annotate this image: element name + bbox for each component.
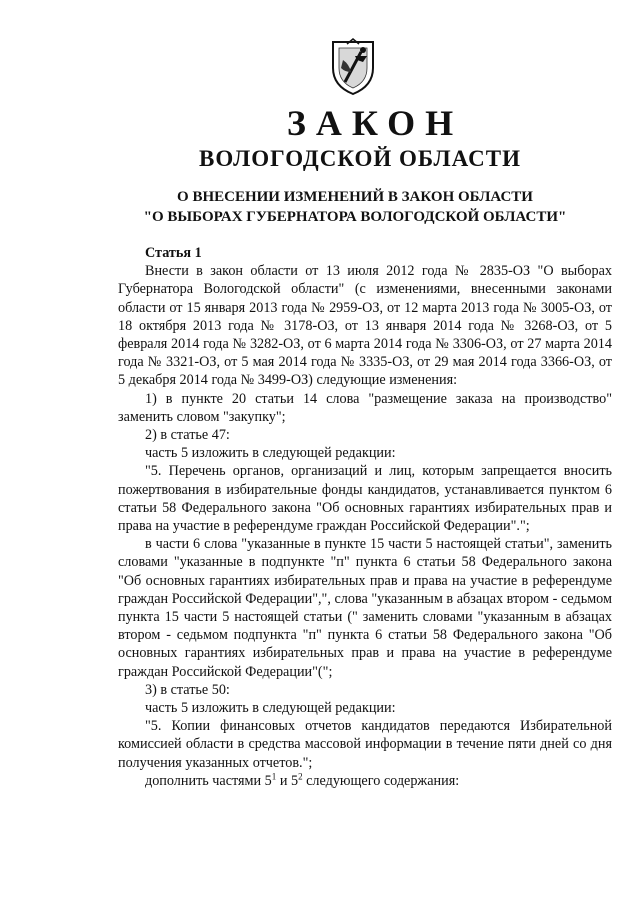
paragraph: Внести в закон области от 13 июля 2012 года № 2835-ОЗ "О выборах Губернатора Вологодской области" (с изменениями, внесенными законами области от 15 января 2013 года № 2959-ОЗ, от 12 марта 2013 года № 3005-ОЗ, от 18 октября 2013 года № 3178-ОЗ, от 13 января 2014 года № 3268-ОЗ, от 5 февраля 2014 года № 3282-ОЗ, от 6 марта 2014 года № 3306-ОЗ, от 27 марта 2014 года № 3321-ОЗ, от 5 мая 2014 года № 3335-ОЗ, от 29 мая 2014 года 3366-ОЗ, от 5 декабря 2014 года № 3499-ОЗ) следующие изменения: bbox=[118, 263, 612, 389]
paragraph: 3) в статье 50: bbox=[145, 681, 230, 698]
paragraph: "5. Копии финансовых отчетов кандидатов передаются Избирательной комиссией области в средства массовой информации в течение пяти дней со дня получения указанных отчетов."; bbox=[118, 718, 612, 771]
paragraph: в части 6 слова "указанные в пункте 15 части 5 настоящей статьи", заменить словами "указанные в подпункте "п" пункта 6 статьи 58 Федерального закона "Об основных гарантиях избирательных прав и права на участие в референдуме граждан Российской Федерации",", слова "указанным в абзацах втором - седьмом пункта 15 части 5 настоящей статьи (" заменить словами "указанным в абзацах втором - седьмом подпункта "п" пункта 6 статьи 58 Федерального закона "Об основных гарантиях избирательных прав и права на участие в референдуме граждан Российской Федерации"("; bbox=[118, 536, 612, 680]
document-heading-line1: О ВНЕСЕНИИ ИЗМЕНЕНИЙ В ЗАКОН ОБЛАСТИ bbox=[177, 189, 533, 205]
text-span: дополнить частями 5 bbox=[145, 772, 272, 789]
paragraph bbox=[118, 772, 612, 790]
superscript: 2 bbox=[298, 771, 303, 782]
superscript: 1 bbox=[271, 771, 277, 782]
document-body bbox=[118, 244, 612, 790]
paragraph: часть 5 изложить в следующей редакции: bbox=[145, 445, 396, 462]
text-span: следующего содержания: bbox=[302, 772, 460, 789]
article-title: Статья 1 bbox=[145, 245, 202, 261]
document-title: ЗАКОН bbox=[286, 103, 464, 143]
paragraph: часть 5 изложить в следующей редакции: bbox=[145, 700, 396, 717]
paragraph: 2) в статье 47: bbox=[145, 427, 230, 444]
paragraph: "5. Перечень органов, организаций и лиц, которым запрещается вносить пожертвования в избирательные фонды кандидатов, устанавливается пунктом 6 статьи 58 Федерального закона "Об основных гарантиях избирательных прав и права на участие в референдуме граждан Российской Федерации"."; bbox=[118, 463, 612, 535]
paragraph: 1) в пункте 20 статьи 14 слова "размещение заказа на производство" заменить словом "закупку"; bbox=[118, 390, 612, 425]
coat-of-arms-icon bbox=[327, 38, 379, 96]
document-heading-line2: "О ВЫБОРАХ ГУБЕРНАТОРА ВОЛОГОДСКОЙ ОБЛАСТИ" bbox=[143, 209, 567, 225]
document-subtitle: ВОЛОГОДСКОЙ ОБЛАСТИ bbox=[199, 146, 521, 171]
text-span: и 5 bbox=[276, 772, 299, 789]
